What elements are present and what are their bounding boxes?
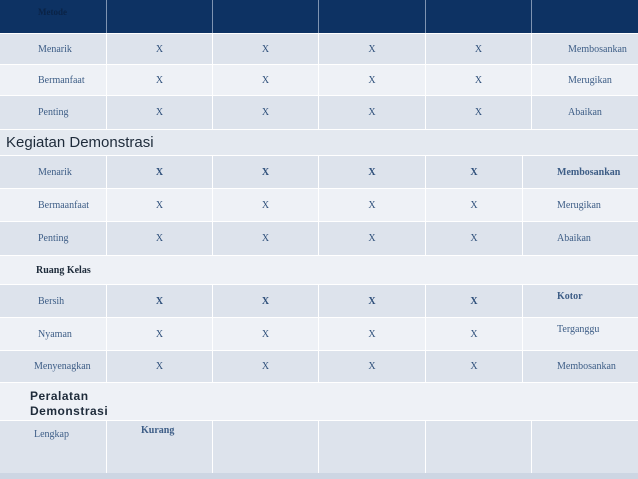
row-end: Membosankan: [522, 351, 638, 382]
header-col-3: [318, 0, 425, 33]
mark-cell: X: [212, 65, 318, 95]
empty-cell: [318, 421, 425, 473]
row-end: Merugikan: [522, 189, 638, 221]
mark-cell: X: [212, 318, 318, 350]
table-row: [0, 317, 638, 350]
row-label: Penting: [38, 233, 69, 244]
mark-cell: X: [425, 34, 531, 64]
mark-cell: X: [212, 156, 318, 188]
header-metode: Metode: [38, 7, 67, 17]
header-col-5: [531, 0, 638, 33]
mark-cell: X: [106, 34, 212, 64]
mark-cell: X: [318, 351, 425, 382]
row-end: Abaikan: [531, 96, 638, 129]
mark-cell: X: [212, 222, 318, 255]
mark-cell: X: [425, 96, 531, 129]
empty-cell: [531, 421, 638, 473]
row-label: Bersih: [38, 295, 65, 307]
mark-cell: X: [212, 96, 318, 129]
empty-cell: [425, 421, 531, 473]
mark-cell: X: [106, 318, 212, 350]
peralatan-line-2: Demonstrasi: [30, 404, 109, 418]
table-row: [0, 188, 638, 221]
row-end: Abaikan: [522, 222, 638, 255]
mark-cell: X: [212, 34, 318, 64]
mark-cell: X: [106, 65, 212, 95]
mark-cell: X: [318, 156, 425, 188]
mark-cell: X: [318, 96, 425, 129]
row-label: Menarik: [38, 43, 72, 55]
mark-cell: X: [318, 318, 425, 350]
peralatan-line-1: Peralatan: [30, 389, 89, 403]
table-row: [0, 221, 638, 255]
row-end: Kotor: [522, 285, 638, 317]
mark-cell: X: [425, 65, 531, 95]
mark-cell: X: [425, 189, 522, 221]
mark-cell: X: [106, 156, 212, 188]
mark-cell: X: [212, 285, 318, 317]
mark-cell: X: [106, 222, 212, 255]
mark-cell: X: [106, 285, 212, 317]
mark-cell: X: [425, 222, 522, 255]
row-end: Terganggu: [522, 318, 638, 350]
header-col-4: [425, 0, 531, 33]
row-label: Bermaanfaat: [38, 199, 90, 211]
row-label: Nyaman: [38, 328, 72, 340]
row-label: Penting: [38, 107, 69, 118]
mark-cell: X: [106, 96, 212, 129]
mark-cell: X: [106, 351, 212, 382]
header-col-2: [212, 0, 318, 33]
section-title-demonstrasi: Kegiatan Demonstrasi: [0, 129, 638, 155]
row-label: Menyenagkan: [34, 361, 91, 372]
mark-cell: X: [318, 189, 425, 221]
row-label: Bermanfaat: [38, 74, 85, 86]
row-label: Lengkap: [34, 429, 69, 440]
row-end: Membosankan: [531, 34, 638, 64]
bottom-strip: [0, 473, 638, 479]
row-first: Kurang: [106, 421, 212, 473]
table-header: [0, 0, 638, 33]
mark-cell: X: [425, 285, 522, 317]
mark-cell: X: [318, 285, 425, 317]
table-row: [0, 420, 638, 473]
row-end: Merugikan: [531, 65, 638, 95]
mark-cell: X: [318, 222, 425, 255]
empty-cell: [212, 421, 318, 473]
table-row: [0, 64, 638, 95]
mark-cell: X: [212, 351, 318, 382]
table-row: [0, 350, 638, 382]
section-title-ruang-kelas: Ruang Kelas: [0, 255, 638, 284]
table-row: [0, 284, 638, 317]
table-row: [0, 33, 638, 64]
mark-cell: X: [318, 65, 425, 95]
mark-cell: X: [425, 156, 522, 188]
table-row: [0, 95, 638, 129]
mark-cell: X: [106, 189, 212, 221]
mark-cell: X: [425, 351, 522, 382]
row-end: Membosankan: [522, 156, 638, 188]
mark-cell: X: [318, 34, 425, 64]
header-col-1: [106, 0, 212, 33]
row-label: Menarik: [38, 166, 72, 178]
section-title-peralatan: [0, 382, 638, 420]
table-row: [0, 155, 638, 188]
mark-cell: X: [212, 189, 318, 221]
mark-cell: X: [425, 318, 522, 350]
